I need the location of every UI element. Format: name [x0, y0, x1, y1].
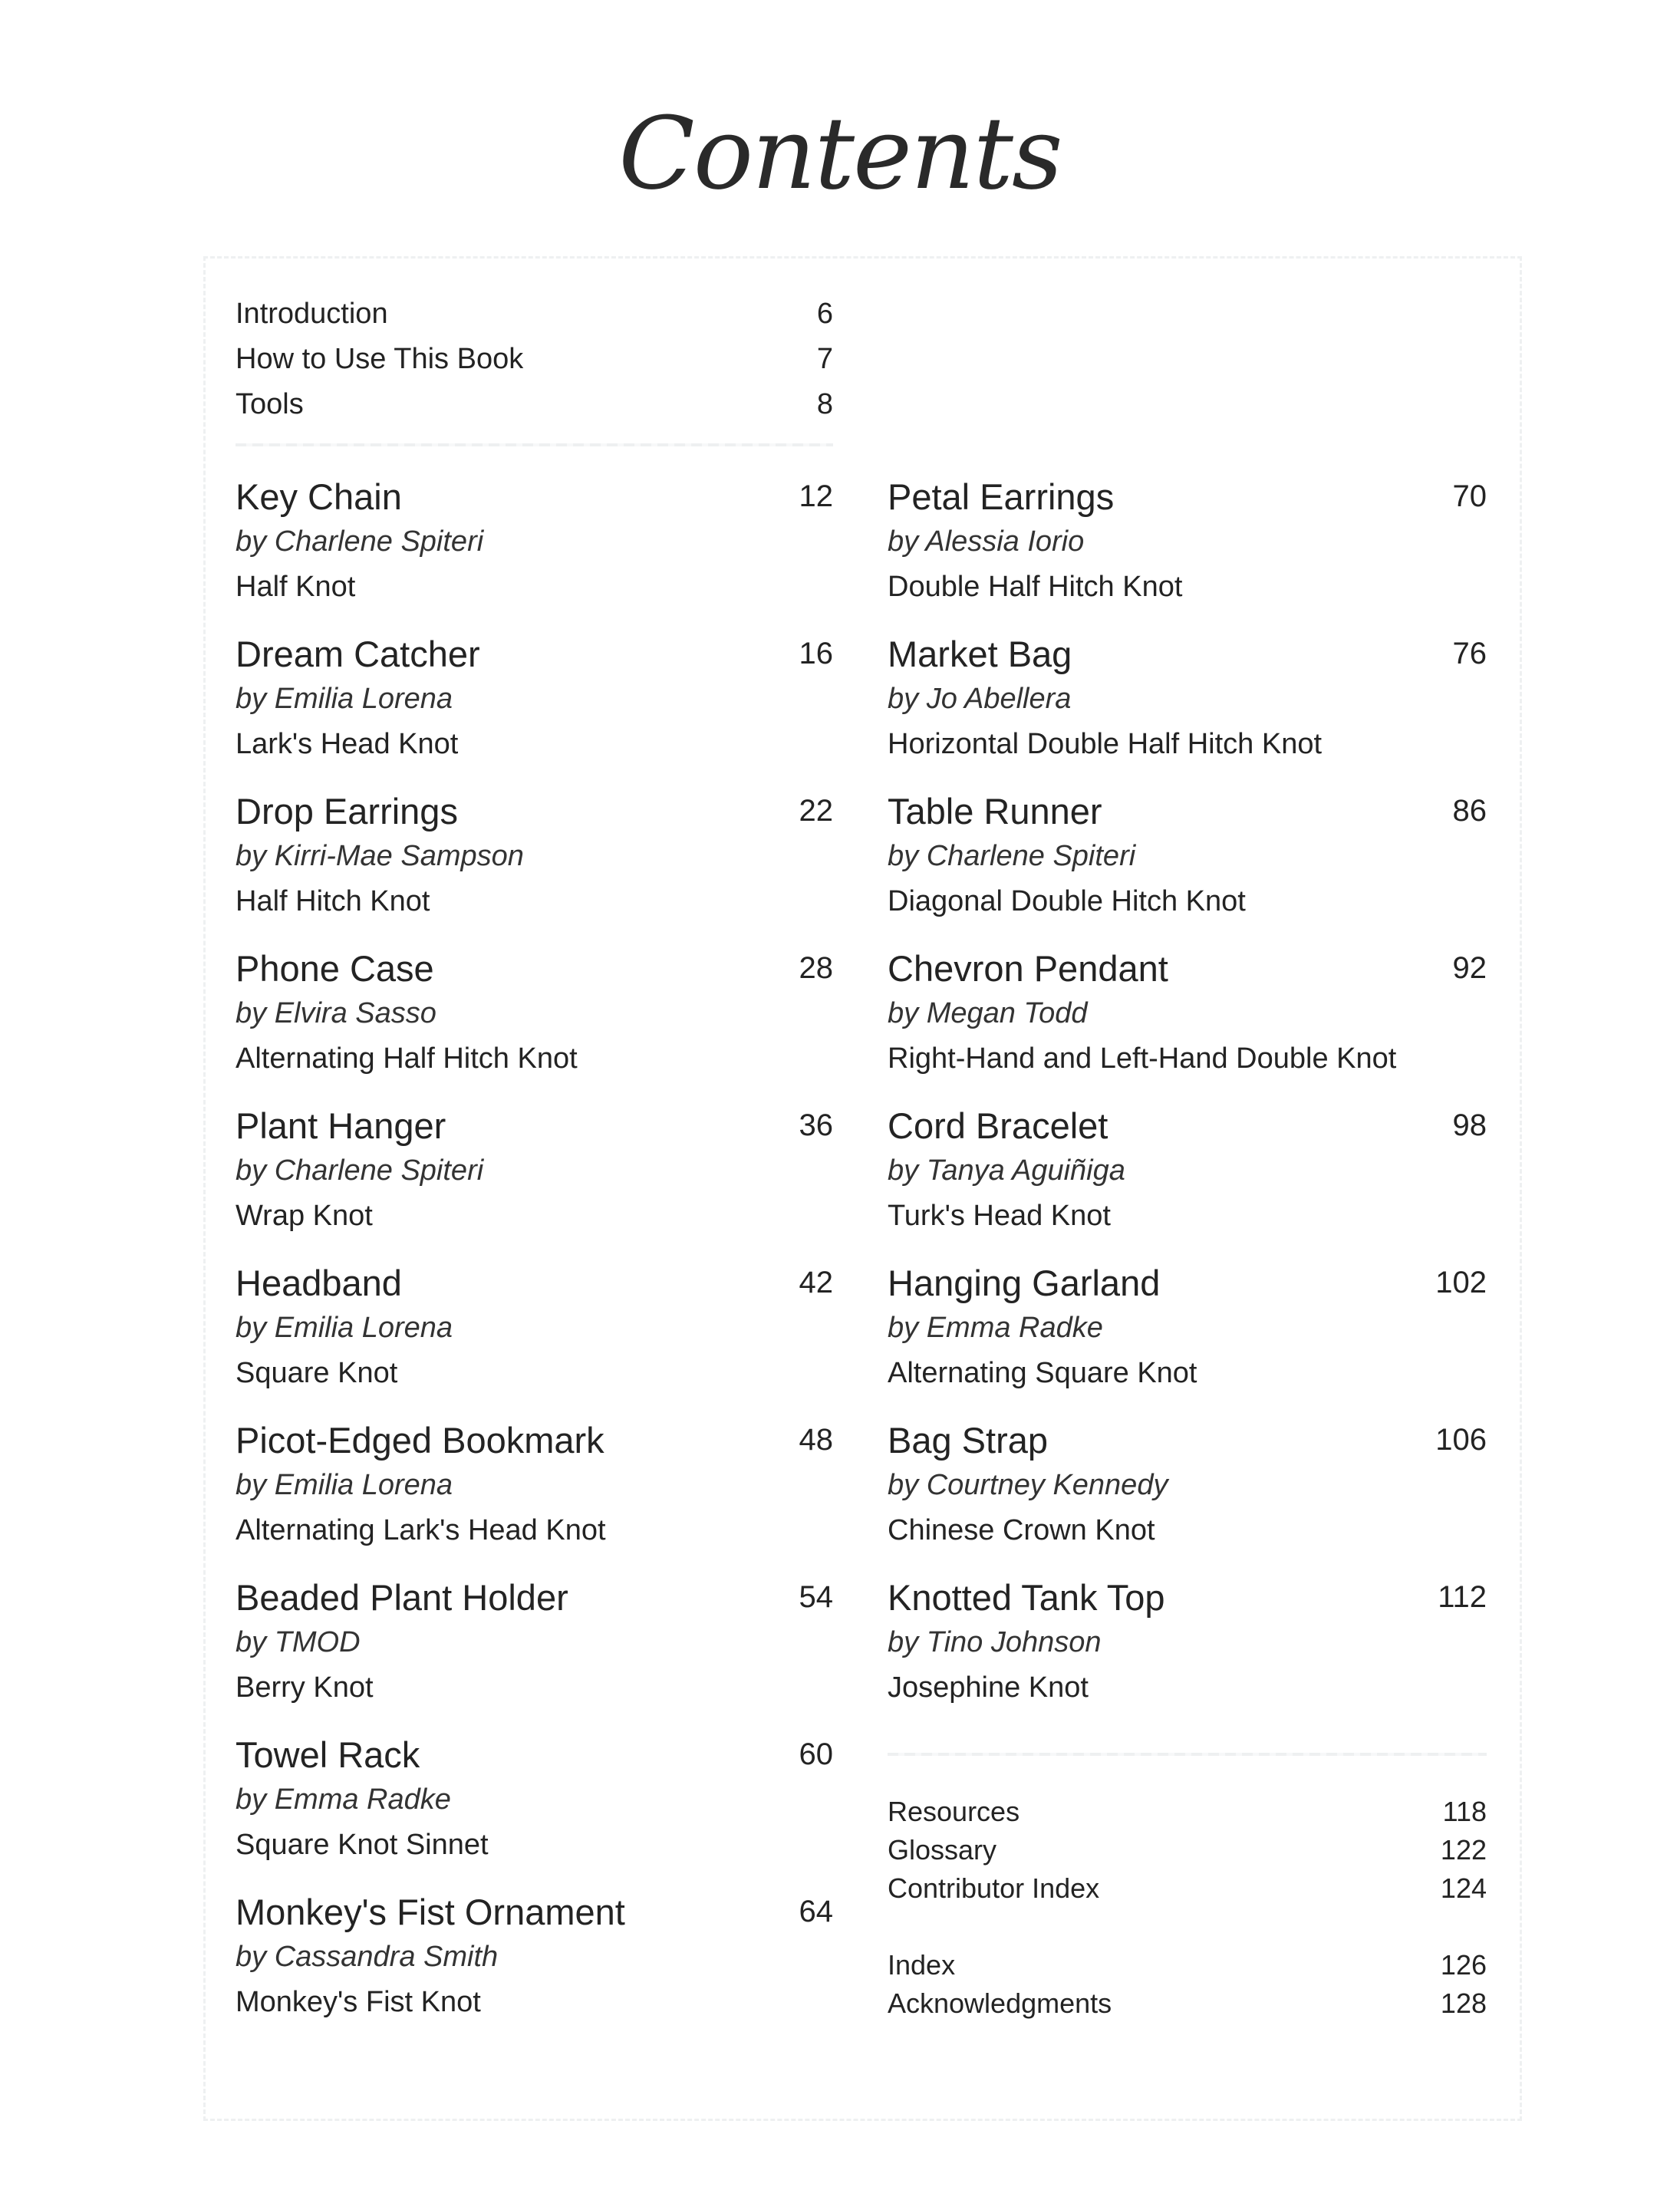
project-title: Market Bag — [888, 634, 1072, 674]
toc-row[interactable] — [236, 382, 833, 427]
project-knot-row — [236, 879, 833, 924]
project-title: Drop Earrings — [236, 791, 458, 832]
project-title-row — [236, 1103, 833, 1148]
project-title-row — [888, 1103, 1487, 1148]
project-author: by Charlene Spiteri — [236, 525, 484, 558]
project-author: by Emma Radke — [888, 1312, 1103, 1344]
project-author-row — [236, 1463, 833, 1508]
project-page: 102 — [1435, 1266, 1487, 1299]
project-knot-row — [236, 722, 833, 767]
toc-label: Introduction — [236, 298, 388, 330]
toc-page: 118 — [1442, 1796, 1487, 1827]
toc-page: 8 — [816, 388, 833, 420]
project-knot-row — [236, 1036, 833, 1082]
project-title-row — [236, 1260, 833, 1306]
project-author-row — [236, 1777, 833, 1823]
project-author-row — [888, 519, 1487, 565]
project-title: Towel Rack — [236, 1734, 420, 1775]
project-knot-row — [236, 1351, 833, 1396]
project-knot-row — [236, 1194, 833, 1239]
toc-page: 6 — [816, 298, 833, 330]
toc-page: 126 — [1440, 1949, 1487, 1981]
project-page: 28 — [799, 951, 833, 985]
project-entry[interactable] — [888, 1103, 1487, 1260]
project-entry[interactable] — [236, 946, 833, 1103]
project-entry[interactable] — [236, 1260, 833, 1418]
project-author: by Charlene Spiteri — [236, 1154, 484, 1187]
project-knot-row — [888, 565, 1487, 610]
project-page: 16 — [799, 637, 833, 670]
toc-label: Tools — [236, 388, 304, 420]
project-knot: Chinese Crown Knot — [888, 1514, 1155, 1546]
project-author: by Emilia Lorena — [236, 1469, 453, 1501]
toc-page: 122 — [1440, 1834, 1487, 1866]
project-entry[interactable] — [888, 631, 1487, 789]
toc-label: Glossary — [888, 1834, 997, 1866]
project-page: 76 — [1452, 637, 1487, 670]
project-author-row — [888, 1620, 1487, 1665]
project-title: Phone Case — [236, 948, 434, 989]
project-knot: Diagonal Double Hitch Knot — [888, 885, 1246, 917]
project-knot: Monkey's Fist Knot — [236, 1986, 481, 2018]
project-knot: Lark's Head Knot — [236, 728, 459, 760]
project-page: 48 — [799, 1423, 833, 1457]
project-page: 70 — [1452, 479, 1487, 513]
project-title: Monkey's Fist Ornament — [236, 1892, 625, 1932]
project-knot-row — [888, 1194, 1487, 1239]
project-knot-row — [888, 722, 1487, 767]
toc-page: 128 — [1440, 1987, 1487, 2019]
project-author-row — [236, 1620, 833, 1665]
project-author-row — [888, 677, 1487, 722]
project-title-row — [236, 946, 833, 991]
project-title-row — [888, 789, 1487, 834]
project-page: 22 — [799, 794, 833, 828]
project-entry[interactable] — [236, 1732, 833, 1889]
project-author-row — [888, 1463, 1487, 1508]
project-knot: Half Knot — [236, 571, 356, 603]
project-page: 12 — [799, 479, 833, 513]
project-page: 54 — [799, 1580, 833, 1614]
toc-page: 7 — [816, 343, 833, 375]
project-title: Petal Earrings — [888, 476, 1115, 517]
project-entry[interactable] — [236, 631, 833, 789]
toc-row[interactable] — [888, 1793, 1487, 1831]
project-title-row — [236, 1889, 833, 1935]
project-entry[interactable] — [236, 1575, 833, 1732]
project-author-row — [236, 1306, 833, 1351]
project-title-row — [888, 1418, 1487, 1463]
project-title-row — [236, 1418, 833, 1463]
project-knot: Turk's Head Knot — [888, 1200, 1111, 1232]
project-knot-row — [236, 1665, 833, 1711]
project-title-row — [888, 1260, 1487, 1306]
project-knot: Square Knot — [236, 1357, 398, 1389]
toc-page: 124 — [1440, 1872, 1487, 1904]
project-knot: Horizontal Double Half Hitch Knot — [888, 728, 1323, 760]
project-entry[interactable] — [236, 789, 833, 946]
project-author: by Courtney Kennedy — [888, 1469, 1168, 1501]
project-entry[interactable] — [236, 1418, 833, 1575]
project-title: Table Runner — [888, 791, 1102, 832]
project-knot-row — [888, 1351, 1487, 1396]
project-title-row — [236, 1732, 833, 1777]
projects-left-column — [236, 474, 833, 2047]
project-knot: Square Knot Sinnet — [236, 1829, 489, 1861]
project-page: 106 — [1435, 1423, 1487, 1457]
toc-label: Acknowledgments — [888, 1987, 1112, 2019]
project-entry[interactable] — [236, 474, 833, 631]
project-title: Picot-Edged Bookmark — [236, 1420, 604, 1461]
project-knot: Wrap Knot — [236, 1200, 373, 1232]
toc-label: Resources — [888, 1796, 1020, 1827]
project-page: 64 — [799, 1895, 833, 1928]
project-entry[interactable] — [888, 789, 1487, 946]
project-entry[interactable] — [236, 1103, 833, 1260]
project-title-row — [888, 946, 1487, 991]
project-title: Plant Hanger — [236, 1105, 446, 1146]
project-knot-row — [888, 1665, 1487, 1711]
project-author: by Tanya Aguiñiga — [888, 1154, 1125, 1187]
project-title: Cord Bracelet — [888, 1105, 1108, 1146]
project-author: by Elvira Sasso — [236, 997, 436, 1029]
project-author: by Emilia Lorena — [236, 683, 453, 715]
project-title-row — [888, 1575, 1487, 1620]
project-entry[interactable] — [236, 1889, 833, 2047]
project-title: Hanging Garland — [888, 1263, 1161, 1303]
project-knot-row — [236, 1508, 833, 1553]
toc-label: Index — [888, 1949, 956, 1981]
project-author: by Emilia Lorena — [236, 1312, 453, 1344]
projects-right-column — [888, 474, 1487, 1732]
front-matter-list — [236, 291, 833, 427]
toc-row[interactable] — [888, 1831, 1487, 1869]
project-title: Beaded Plant Holder — [236, 1577, 568, 1618]
project-author-row — [236, 991, 833, 1036]
project-knot: Double Half Hitch Knot — [888, 571, 1183, 603]
project-page: 36 — [799, 1108, 833, 1142]
project-knot: Alternating Lark's Head Knot — [236, 1514, 606, 1546]
page-title: Contents — [618, 95, 1062, 212]
toc-row[interactable] — [888, 1984, 1487, 2023]
project-author-row — [888, 991, 1487, 1036]
project-knot-row — [236, 1823, 833, 1868]
project-title-row — [236, 631, 833, 677]
back-matter-list — [888, 1793, 1487, 1908]
project-page: 86 — [1452, 794, 1487, 828]
back-matter-list-2 — [888, 1946, 1487, 2023]
project-page: 92 — [1452, 951, 1487, 985]
project-author: by Charlene Spiteri — [888, 840, 1136, 872]
project-author-row — [236, 1935, 833, 1980]
divider — [888, 1753, 1487, 1756]
project-page: 42 — [799, 1266, 833, 1299]
project-author-row — [888, 1306, 1487, 1351]
project-knot-row — [888, 879, 1487, 924]
project-knot-row — [888, 1508, 1487, 1553]
project-knot: Berry Knot — [236, 1671, 374, 1704]
project-title-row — [236, 789, 833, 834]
project-title-row — [888, 631, 1487, 677]
project-knot: Josephine Knot — [888, 1671, 1089, 1704]
project-knot-row — [236, 1980, 833, 2025]
project-author-row — [888, 834, 1487, 879]
project-entry[interactable] — [888, 1260, 1487, 1418]
project-title: Chevron Pendant — [888, 948, 1168, 989]
project-entry[interactable] — [888, 474, 1487, 631]
toc-label: How to Use This Book — [236, 343, 524, 375]
project-title-row — [236, 1575, 833, 1620]
project-knot: Right-Hand and Left-Hand Double Knot — [888, 1042, 1397, 1075]
project-entry[interactable] — [888, 1575, 1487, 1732]
project-author: by TMOD — [236, 1626, 361, 1658]
project-title-row — [236, 474, 833, 519]
project-author: by Jo Abellera — [888, 683, 1072, 715]
project-author: by Kirri-Mae Sampson — [236, 840, 524, 872]
project-author-row — [236, 834, 833, 879]
project-knot: Alternating Square Knot — [888, 1357, 1197, 1389]
toc-row[interactable] — [236, 291, 833, 337]
project-author-row — [888, 1148, 1487, 1194]
project-author: by Megan Todd — [888, 997, 1088, 1029]
project-page: 60 — [799, 1737, 833, 1771]
project-title: Dream Catcher — [236, 634, 480, 674]
project-title: Headband — [236, 1263, 402, 1303]
project-knot-row — [888, 1036, 1487, 1082]
project-title: Key Chain — [236, 476, 402, 517]
project-author: by Alessia Iorio — [888, 525, 1085, 558]
project-knot-row — [236, 565, 833, 610]
toc-row[interactable] — [888, 1869, 1487, 1908]
project-page: 98 — [1452, 1108, 1487, 1142]
project-title: Knotted Tank Top — [888, 1577, 1165, 1618]
project-author-row — [236, 1148, 833, 1194]
project-author-row — [236, 519, 833, 565]
project-title-row — [888, 474, 1487, 519]
project-author: by Tino Johnson — [888, 1626, 1102, 1658]
project-knot: Alternating Half Hitch Knot — [236, 1042, 578, 1075]
project-entry[interactable] — [888, 946, 1487, 1103]
project-knot: Half Hitch Knot — [236, 885, 430, 917]
project-author-row — [236, 677, 833, 722]
toc-row[interactable] — [888, 1946, 1487, 1984]
project-author: by Emma Radke — [236, 1783, 451, 1816]
toc-row[interactable] — [236, 337, 833, 382]
divider — [236, 443, 833, 446]
project-entry[interactable] — [888, 1418, 1487, 1575]
toc-label: Contributor Index — [888, 1872, 1100, 1904]
project-author: by Cassandra Smith — [236, 1941, 499, 1973]
project-title: Bag Strap — [888, 1420, 1049, 1461]
project-page: 112 — [1438, 1580, 1487, 1614]
